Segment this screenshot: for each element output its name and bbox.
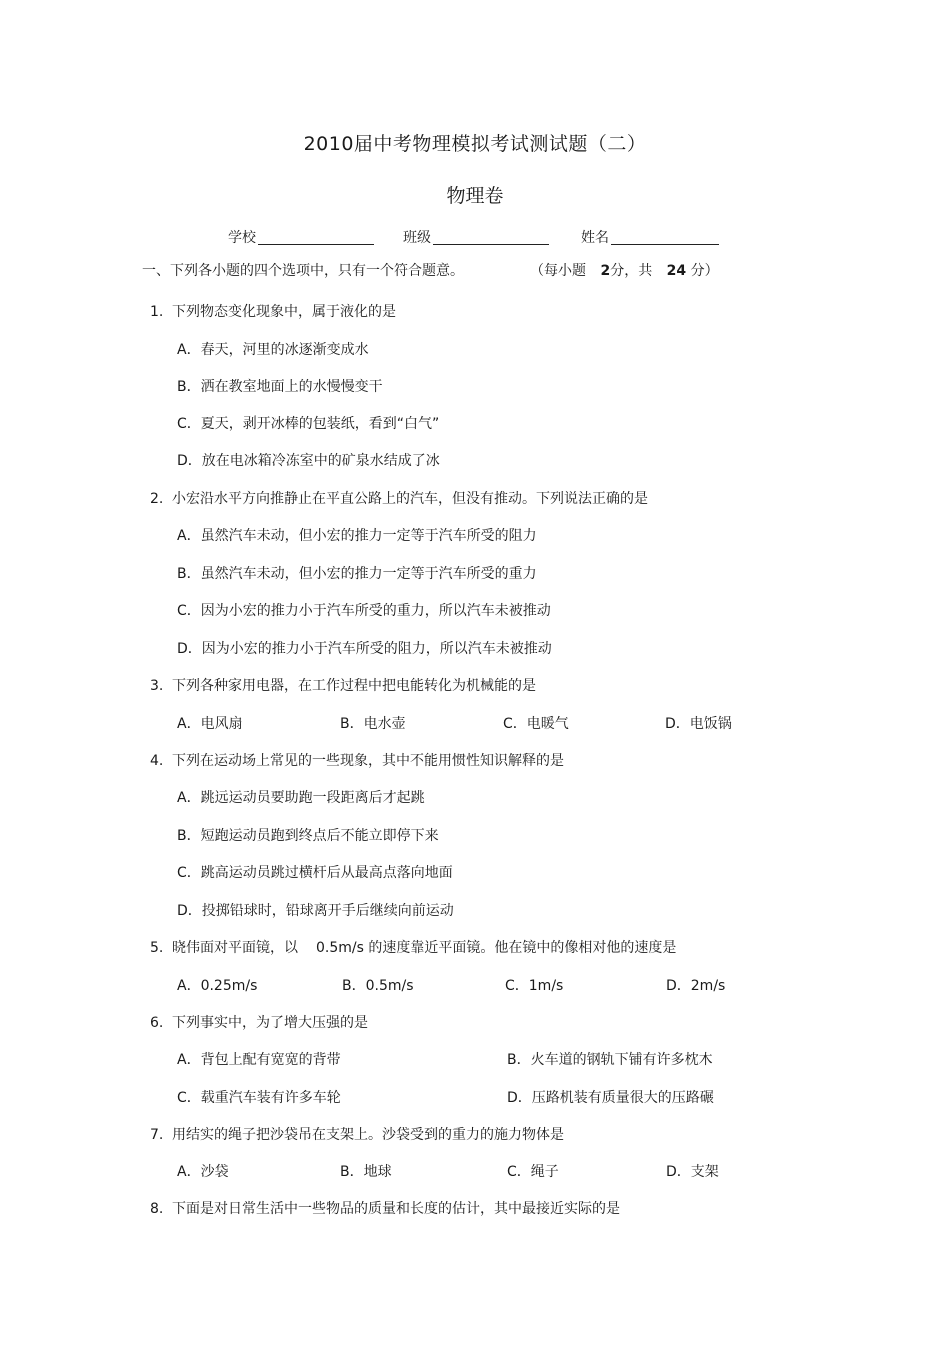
class-blank[interactable] [433,230,549,245]
name-label: 姓名 [581,230,609,246]
q4-option-c[interactable]: C．跳高运动员跳过横杆后从最高点落向地面 [177,865,453,881]
q7-option-b[interactable]: B．地球 [340,1164,392,1180]
question-4 [150,752,564,770]
page-title: 2010届中考物理模拟考试测试题（二） [303,133,647,155]
q1-option-c[interactable]: C．夏天，剥开冰棒的包装纸，看到“白气” [177,416,440,432]
q3-option-b[interactable]: B．电水壶 [340,716,406,732]
school-label: 学校 [228,230,256,246]
question-number: 8. [150,1201,164,1217]
score-prefix: （每小题 [530,263,586,279]
score-per: 2 [600,263,611,279]
q7-option-d[interactable]: D．支架 [666,1164,719,1180]
score-suffix: 分） [690,263,719,279]
q2-option-a[interactable]: A．虽然汽车未动，但小宏的推力一定等于汽车所受的阻力 [177,528,537,544]
school-field [228,227,374,247]
q5-option-d[interactable]: D．2m/s [666,978,726,994]
question-text: 用结实的绳子把沙袋吊在支架上。沙袋受到的重力的施力物体是 [172,1127,564,1143]
q7-option-a[interactable]: A．沙袋 [177,1164,229,1180]
question-2 [150,490,648,508]
q1-option-d[interactable]: D．放在电冰箱冷冻室中的矿泉水结成了冰 [177,453,440,469]
q6-option-a[interactable]: A．背包上配有宽宽的背带 [177,1052,341,1068]
q2-option-c[interactable]: C．因为小宏的推力小于汽车所受的重力，所以汽车未被推动 [177,603,551,619]
section-score [530,262,719,280]
question-number: 4. [150,753,164,769]
q4-option-a[interactable]: A．跳远运动员要助跑一段距离后才起跳 [177,790,425,806]
question-number: 3. [150,678,164,694]
question-text-part1: 晓伟面对平面镜，以 [172,940,298,956]
class-field [403,227,549,247]
question-text: 下列在运动场上常见的一些现象，其中不能用惯性知识解释的是 [172,753,564,769]
q4-option-d[interactable]: D．投掷铅球时，铅球离开手后继续向前运动 [177,903,454,919]
question-7 [150,1126,564,1144]
q3-option-d[interactable]: D．电饭锅 [665,716,732,732]
question-text-part2: 0.5m/s 的速度靠近平面镜。他在镜中的像相对他的速度是 [316,940,677,956]
q4-option-b[interactable]: B．短跑运动员跑到终点后不能立即停下来 [177,828,439,844]
question-number: 5. [150,940,164,956]
school-blank[interactable] [258,230,374,245]
question-text: 下列各种家用电器，在工作过程中把电能转化为机械能的是 [172,678,536,694]
q2-option-b[interactable]: B．虽然汽车未动，但小宏的推力一定等于汽车所受的重力 [177,566,537,582]
q3-option-a[interactable]: A．电风扇 [177,716,243,732]
question-number: 6. [150,1015,164,1031]
q2-option-d[interactable]: D．因为小宏的推力小于汽车所受的阻力，所以汽车未被推动 [177,641,552,657]
question-5 [150,939,676,957]
question-8 [150,1200,620,1218]
q5-option-b[interactable]: B．0.5m/s [342,978,414,994]
question-number: 1. [150,304,164,320]
name-field [581,227,719,247]
q6-option-b[interactable]: B．火车道的钢轨下铺有许多枕木 [507,1052,713,1068]
score-total: 24 [666,263,687,279]
question-3 [150,677,536,695]
q6-option-d[interactable]: D．压路机装有质量很大的压路碾 [507,1090,714,1106]
q6-option-c[interactable]: C．载重汽车装有许多车轮 [177,1090,341,1106]
question-text: 小宏沿水平方向推静止在平直公路上的汽车，但没有推动。下列说法正确的是 [172,491,648,507]
question-number: 7. [150,1127,164,1143]
q5-option-c[interactable]: C．1m/s [505,978,564,994]
name-blank[interactable] [611,230,719,245]
class-label: 班级 [403,230,431,246]
section-heading: 一、下列各小题的四个选项中，只有一个符合题意。 [142,263,464,279]
q1-option-a[interactable]: A．春天，河里的冰逐渐变成水 [177,342,369,358]
score-mid: 分，共 [610,263,653,279]
question-number: 2. [150,491,164,507]
question-text: 下列事实中，为了增大压强的是 [172,1015,368,1031]
question-1 [150,303,396,321]
page-subtitle: 物理卷 [446,185,504,207]
q7-option-c[interactable]: C．绳子 [507,1164,559,1180]
q5-option-a[interactable]: A．0.25m/s [177,978,258,994]
question-text: 下列物态变化现象中，属于液化的是 [172,304,396,320]
question-text: 下面是对日常生活中一些物品的质量和长度的估计，其中最接近实际的是 [172,1201,620,1217]
q3-option-c[interactable]: C．电暖气 [503,716,569,732]
q1-option-b[interactable]: B．洒在教室地面上的水慢慢变干 [177,379,383,395]
question-6 [150,1014,368,1032]
